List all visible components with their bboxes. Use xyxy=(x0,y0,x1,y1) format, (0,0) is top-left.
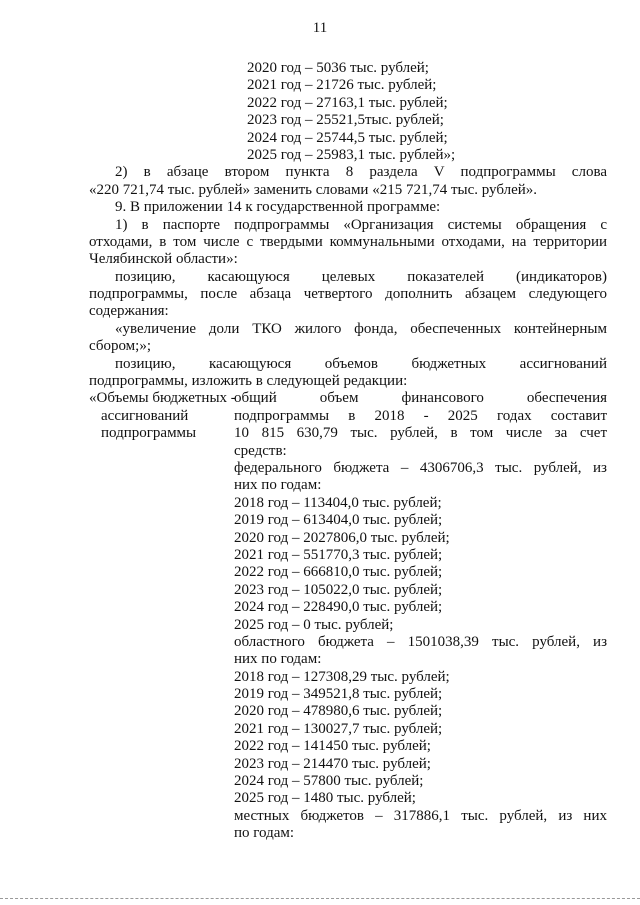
years-list-1 xyxy=(89,60,607,164)
table-cell: подпрограммы xyxy=(101,425,197,442)
paragraph-line: «увеличение доли ТКО жилого фонда, обеспеченных контейнерным xyxy=(115,320,607,337)
quoted-addition xyxy=(89,321,607,356)
paragraph-line: содержания: xyxy=(89,303,169,320)
table-cell: 2020 год – 2027806,0 тыс. рублей; xyxy=(234,529,450,546)
table-cell: средств: xyxy=(234,442,287,459)
list-item: 2023 год – 25521,5тыс. рублей; xyxy=(247,112,444,129)
table-cell: 2021 год – 130027,7 тыс. рублей; xyxy=(234,720,443,737)
table-cell: «Объемы бюджетных - xyxy=(89,390,236,407)
table-cell: 2022 год – 666810,0 тыс. рублей; xyxy=(234,564,443,581)
table-cell: 2019 год – 349521,8 тыс. рублей; xyxy=(234,686,443,703)
list-item: 2025 год – 25983,1 тыс. рублей»; xyxy=(247,146,456,163)
document-body xyxy=(89,60,607,842)
paragraph-line: подпрограммы, после абзаца четвертого дополнить абзацем следующего xyxy=(89,286,607,303)
paragraph-line: 2) в абзаце втором пункта 8 раздела V подпрограммы слова xyxy=(115,164,607,181)
table-cell: 2025 год – 1480 тыс. рублей; xyxy=(234,790,416,807)
table-cell: общий объем финансового обеспечения xyxy=(234,390,607,407)
position-indicators xyxy=(89,269,607,321)
table-cell: 2022 год – 141450 тыс. рублей; xyxy=(234,738,431,755)
scan-edge-divider xyxy=(0,898,640,899)
table-cell: областного бюджета – 1501038,39 тыс. рублей, из xyxy=(234,633,607,650)
table-cell: 2021 год – 551770,3 тыс. рублей; xyxy=(234,546,443,563)
table-cell: 2023 год – 105022,0 тыс. рублей; xyxy=(234,581,443,598)
paragraph-9: 9. В приложении 14 к государственной программе: xyxy=(115,199,441,216)
budget-table-label xyxy=(89,390,234,442)
table-cell: 2024 год – 228490,0 тыс. рублей; xyxy=(234,599,443,616)
table-cell: федерального бюджета – 4306706,3 тыс. рублей, из xyxy=(234,459,607,476)
budget-table-values xyxy=(234,390,607,842)
paragraph-line: позицию, касающуюся объемов бюджетных ассигнований xyxy=(115,355,607,372)
table-cell: 2019 год – 613404,0 тыс. рублей; xyxy=(234,512,443,529)
budget-table xyxy=(89,390,607,842)
paragraph-line: «220 721,74 тыс. рублей» заменить словами «215 721,74 тыс. рублей». xyxy=(89,181,538,198)
table-cell: 2025 год – 0 тыс. рублей; xyxy=(234,616,394,633)
table-cell: ассигнований xyxy=(101,407,189,424)
paragraph-line: Челябинской области»: xyxy=(89,251,238,268)
list-item: 2021 год – 21726 тыс. рублей; xyxy=(247,77,437,94)
paragraph-line: отходами, в том числе с твердыми коммунальными отходами, на территории xyxy=(89,233,607,250)
list-item: 2022 год – 27163,1 тыс. рублей; xyxy=(247,94,448,111)
table-cell: 2023 год – 214470 тыс. рублей; xyxy=(234,755,431,772)
list-item: 2024 год – 25744,5 тыс. рублей; xyxy=(247,129,448,146)
paragraph-line: 1) в паспорте подпрограммы «Организация системы обращения с xyxy=(115,216,607,233)
table-cell: 2020 год – 478980,6 тыс. рублей; xyxy=(234,703,443,720)
list-item: 2020 год – 5036 тыс. рублей; xyxy=(247,60,429,76)
table-cell: них по годам: xyxy=(234,477,322,494)
table-cell: них по годам: xyxy=(234,651,322,668)
table-cell: подпрограммы в 2018 - 2025 годах составит xyxy=(234,407,607,424)
table-cell: по годам: xyxy=(234,825,295,842)
table-cell: местных бюджетов – 317886,1 тыс. рублей, из них xyxy=(234,807,607,824)
position-budget xyxy=(89,356,607,391)
page-number: 11 xyxy=(312,20,328,36)
paragraph-line: подпрограммы, изложить в следующей редакции: xyxy=(89,373,408,390)
table-cell: 2018 год – 127308,29 тыс. рублей; xyxy=(234,668,450,685)
paragraph-line: сбором;»; xyxy=(89,338,152,355)
paragraph-line: позицию, касающуюся целевых показателей (индикаторов) xyxy=(115,268,607,285)
table-cell: 10 815 630,79 тыс. рублей, в том числе за счет xyxy=(234,425,607,442)
table-cell: 2024 год – 57800 тыс. рублей; xyxy=(234,773,424,790)
table-cell: 2018 год – 113404,0 тыс. рублей; xyxy=(234,494,442,511)
paragraph-2 xyxy=(89,164,607,199)
paragraph-9-1 xyxy=(89,217,607,269)
